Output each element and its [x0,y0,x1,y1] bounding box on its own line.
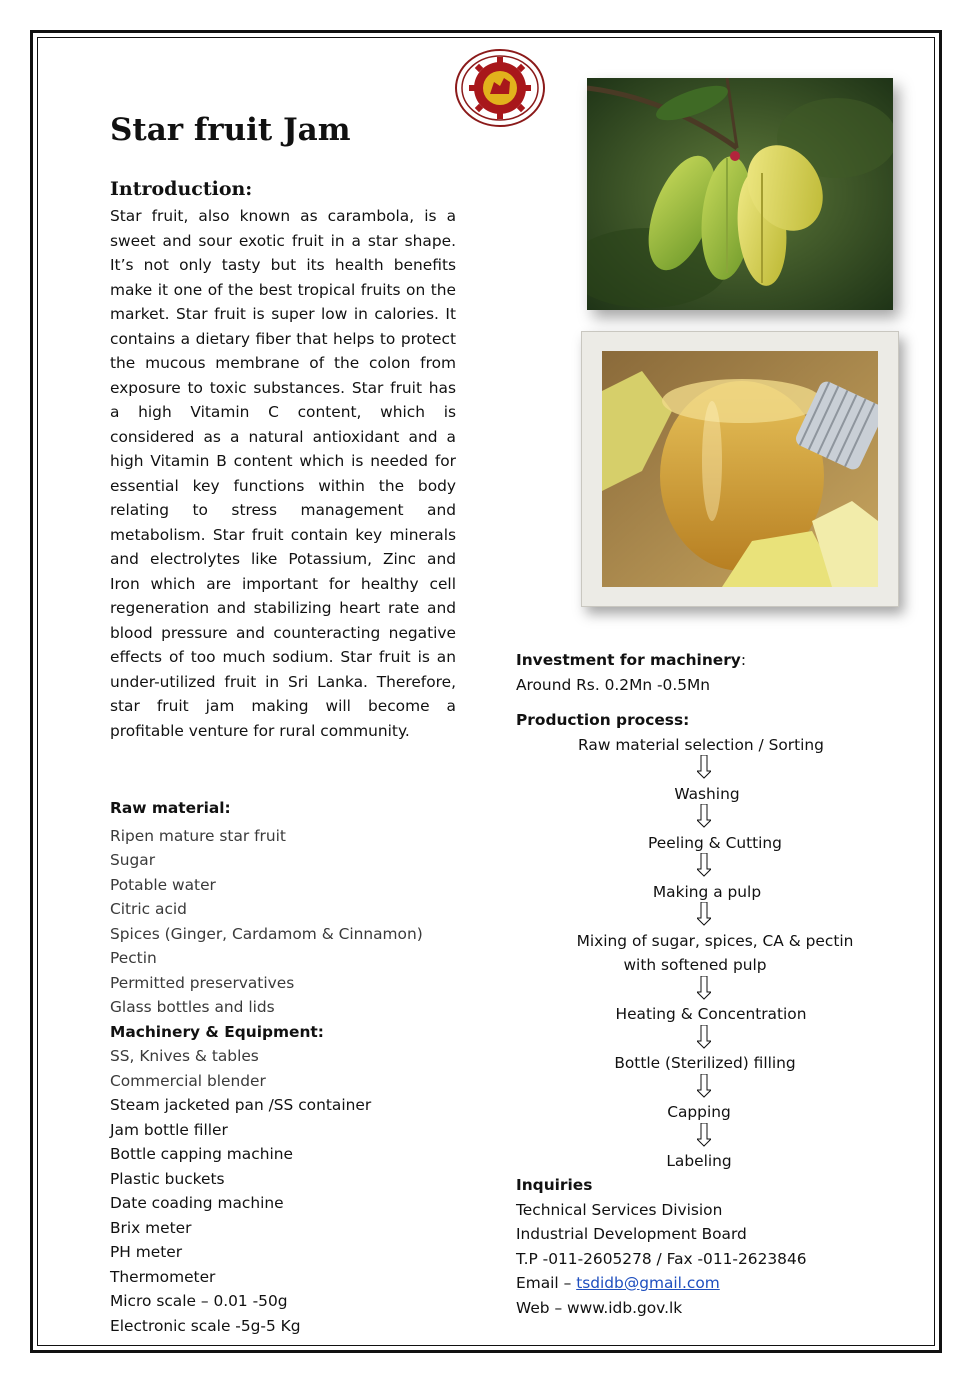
down-arrow-icon [697,804,711,828]
introduction-text: Star fruit, also known as carambola, is a sweet and sour exotic fruit in a star shape. It’s not only tasty but its health benefits make it one of the best tropical fruits on the market. Star fruit is super low in calories. It contains a dietary fiber that helps to protect the mucous membrane of the colon from exposure to toxic substances. Star fruit has a high Vitamin C content, which is considered as a natural antioxidant and a high Vitamin B content which is needed for essential key functions within the body relating to stress management and metabolism. Star fruit contain key minerals and electrolytes like Potassium, Zinc and Iron which are important for healthy cell regeneration and stabilizing heart rate and blood pressure and counteracting negative effects of too much sodium. Star fruit is an under-utilized fruit in Sri Lanka. Therefore, star fruit jam making will become a profitable venture for rural community. [110,207,456,740]
flow-step: Bottle (Sterilized) filling [614,1054,796,1072]
list-item: Jam bottle filler [110,1120,228,1139]
list-item: Permitted preservatives [110,973,295,992]
list-item: Plastic buckets [110,1169,225,1188]
list-item: Sugar [110,851,156,869]
investment-heading: Investment for machinery [516,651,741,669]
board-text: Industrial Development Board [516,1225,747,1243]
down-arrow-icon [697,976,711,1000]
machinery-heading: Machinery & Equipment: [110,1022,324,1041]
list-item: Electronic scale -5g-5 Kg [110,1316,301,1335]
production-heading: Production process: [516,711,690,729]
flow-step: Mixing of sugar, spices, CA & pectin [576,932,854,950]
investment-section [516,648,876,697]
division-text: Technical Services Division [516,1200,723,1219]
email-label: Email – [516,1274,577,1292]
list-item: Spices (Ginger, Cardamom & Cinnamon) [110,924,423,943]
flow-step: Heating & Concentration [615,1005,807,1023]
down-arrow-icon [697,755,711,779]
inquiries-section [516,1173,807,1320]
down-arrow-icon [697,1074,711,1098]
list-item: Commercial blender [110,1071,266,1090]
down-arrow-icon [697,902,711,926]
flow-step: Labeling [666,1152,732,1170]
list-item: Bottle capping machine [110,1145,293,1163]
list-item: Pectin [110,949,157,967]
list-item: Glass bottles and lids [110,998,275,1016]
list-item: Brix meter [110,1218,192,1237]
down-arrow-icon [697,1025,711,1049]
flow-step: Peeling & Cutting [648,834,782,852]
materials-list [110,796,490,1338]
investment-value: Around Rs. 0.2Mn -0.5Mn [516,675,711,694]
web-text: Web – www.idb.gov.lk [516,1298,683,1317]
list-item: SS, Knives & tables [110,1047,259,1065]
page-title: Star fruit Jam [110,112,351,148]
flow-step: Washing [674,785,740,803]
list-item: Steam jacketed pan /SS container [110,1096,372,1114]
list-item: Citric acid [110,900,187,918]
flow-step: with softened pulp [623,956,767,974]
investment-colon: : [740,651,747,669]
list-item: Potable water [110,875,216,894]
down-arrow-icon [697,1123,711,1147]
list-item: Thermometer [110,1267,216,1286]
inquiries-heading: Inquiries [516,1176,593,1194]
introduction-heading: Introduction: [110,178,253,200]
flow-step: Capping [667,1103,731,1121]
star-fruit-jam-photo [581,331,899,607]
idb-logo-icon [454,48,546,128]
phone-text: T.P -011-2605278 / Fax -011-2623846 [516,1249,807,1268]
star-fruit-tree-photo [587,78,893,310]
email-link[interactable]: tsdidb@gmail.com [576,1274,720,1292]
list-item: Ripen mature star fruit [110,826,286,845]
down-arrow-icon [697,853,711,877]
raw-material-heading: Raw material: [110,799,231,817]
flow-step: Making a pulp [652,883,762,901]
list-item: PH meter [110,1243,183,1261]
flow-step: Raw material selection / Sorting [578,736,824,754]
list-item: Date coading machine [110,1194,284,1212]
list-item: Micro scale – 0.01 -50g [110,1292,288,1310]
